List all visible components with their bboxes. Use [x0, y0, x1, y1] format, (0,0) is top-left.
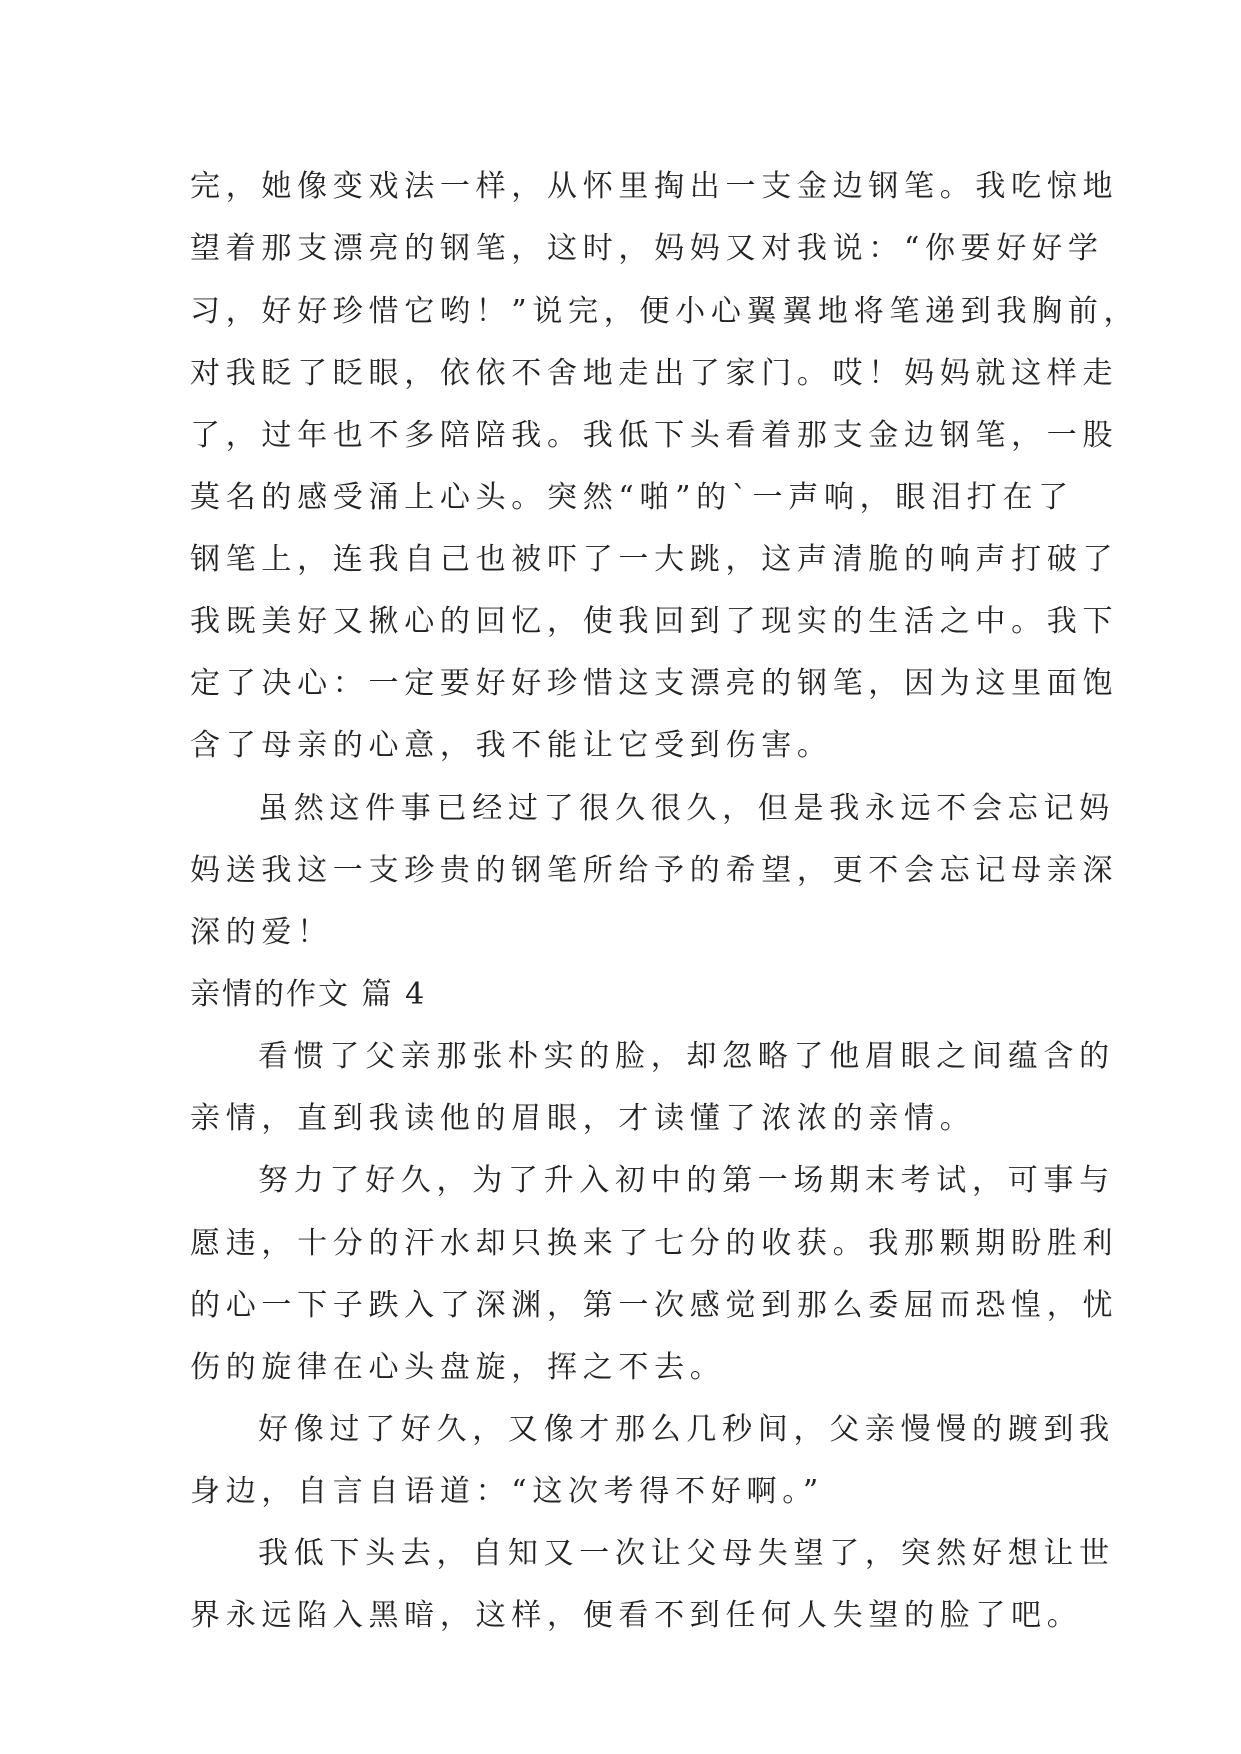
text-line: 界永远陷入黑暗，这样，便看不到任何人失望的脸了吧。 — [190, 1598, 1083, 1633]
paragraph-first-line: 看惯了父亲那张朴实的脸，却忽略了他眉眼之间蕴含的 — [258, 1039, 1115, 1074]
paragraph-first-line: 努力了好久，为了升入初中的第一场期末考试，可事与 — [258, 1163, 1115, 1198]
paragraph-first-line: 我低下头去，自知又一次让父母失望了，突然好想让世 — [258, 1536, 1115, 1571]
paragraph-first-line: 好像过了好久，又像才那么几秒间，父亲慢慢的踱到我 — [258, 1412, 1115, 1447]
text-line: 深的爱！ — [190, 915, 333, 950]
text-line: 定了决心：一定要好好珍惜这支漂亮的钢笔，因为这里面饱 — [190, 666, 1119, 701]
text-line: 习，好好珍惜它哟！”说完，便小心翼翼地将笔递到我胸前， — [190, 294, 1140, 329]
text-line: 莫名的感受涌上心头。突然“啪”的`一声响，眼泪打在了 — [190, 480, 1074, 515]
section-heading: 亲情的作文 篇 4 — [190, 977, 427, 1012]
text-line: 妈送我这一支珍贵的钢笔所给予的希望，更不会忘记母亲深 — [190, 853, 1119, 888]
text-line: 完，她像变戏法一样，从怀里掏出一支金边钢笔。我吃惊地 — [190, 169, 1119, 204]
text-line: 了，过年也不多陪陪我。我低下头看着那支金边钢笔，一股 — [190, 418, 1119, 453]
text-line: 亲情，直到我读他的眉眼，才读懂了浓浓的亲情。 — [190, 1101, 976, 1136]
text-line: 愿违，十分的汗水却只换来了七分的收获。我那颗期盼胜利 — [190, 1226, 1119, 1261]
text-line: 我既美好又揪心的回忆，使我回到了现实的生活之中。我下 — [190, 604, 1119, 639]
text-line: 对我眨了眨眼，依依不舍地走出了家门。哎！妈妈就这样走 — [190, 356, 1119, 391]
text-line: 伤的旋律在心头盘旋，挥之不去。 — [190, 1350, 726, 1385]
paragraph-first-line: 虽然这件事已经过了很久很久，但是我永远不会忘记妈 — [258, 791, 1115, 826]
text-line: 含了母亲的心意，我不能让它受到伤害。 — [190, 728, 833, 763]
text-line: 钢笔上，连我自己也被吓了一大跳，这声清脆的响声打破了 — [190, 542, 1119, 577]
text-line: 望着那支漂亮的钢笔，这时，妈妈又对我说：“你要好好学 — [190, 231, 1104, 266]
text-line: 身边，自言自语道：“这次考得不好啊。” — [190, 1474, 824, 1509]
text-line: 的心一下子跌入了深渊，第一次感觉到那么委屈而恐惶，忧 — [190, 1288, 1119, 1323]
